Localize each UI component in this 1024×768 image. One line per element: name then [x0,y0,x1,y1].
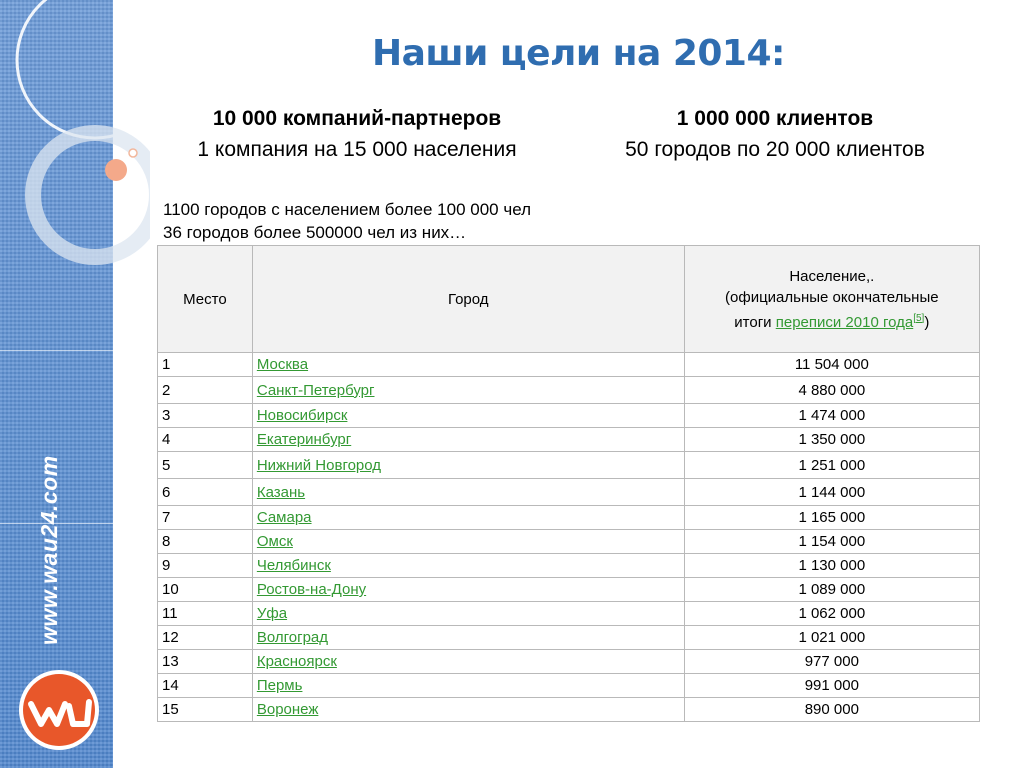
cell-place: 8 [158,530,253,554]
goal-partners-headline: 10 000 компаний-партнеров [212,107,502,130]
cell-city [252,650,684,674]
cell-city [252,578,684,602]
city-link[interactable]: Челябинск [256,557,331,574]
cell-population: 1 130 000 [684,554,979,578]
city-link[interactable]: Ростов-на-Дону [256,581,367,598]
cell-place: 11 [158,602,253,626]
header-population-prefix: итоги [734,313,776,331]
city-link[interactable]: Волгоград [256,629,329,646]
cell-place: 12 [158,626,253,650]
header-population-line2: (официальные окончательные [725,288,939,306]
orange-dot [105,159,127,181]
info-line-2: 36 городов более 500000 чел из них… [163,223,467,242]
table-row [158,602,980,626]
cell-population: 4 880 000 [684,377,979,404]
header-population-line3 [689,308,975,333]
cell-place: 3 [158,404,253,428]
city-link[interactable]: Самара [256,509,312,526]
goal-clients [590,103,960,165]
header-city: Город [252,246,684,353]
cell-place: 10 [158,578,253,602]
cell-city [252,479,684,506]
cell-population: 1 165 000 [684,506,979,530]
header-population-line1: Население,. [789,267,875,285]
cell-city [252,506,684,530]
table-row [158,452,980,479]
goal-partners-detail: 1 компания на 15 000 населения [197,138,517,161]
cities-table [157,245,980,722]
city-link[interactable]: Красноярск [256,653,337,670]
cell-place: 4 [158,428,253,452]
cell-place: 6 [158,479,253,506]
cell-city [252,377,684,404]
table-row [158,578,980,602]
table-row [158,506,980,530]
cell-population: 991 000 [684,674,979,698]
cell-population: 1 350 000 [684,428,979,452]
cell-place: 15 [158,698,253,722]
table-row [158,428,980,452]
sidebar-website-text: www.wau24.com [36,455,62,645]
cell-population: 1 144 000 [684,479,979,506]
goal-clients-headline: 1 000 000 клиентов [676,107,874,130]
cell-population: 11 504 000 [684,353,979,377]
city-link[interactable]: Омск [256,533,293,550]
table-row [158,674,980,698]
cell-city [252,602,684,626]
cell-city [252,698,684,722]
cell-city [252,626,684,650]
city-link[interactable]: Екатеринбург [256,431,352,448]
cell-city [252,674,684,698]
cell-population: 1 089 000 [684,578,979,602]
goal-partners [162,103,552,165]
header-population-close: ) [924,313,930,331]
cell-place: 5 [158,452,253,479]
cell-population: 1 474 000 [684,404,979,428]
cell-city [252,404,684,428]
page-title: Наши цели на 2014: [372,33,785,74]
city-link[interactable]: Пермь [256,677,303,694]
cell-city [252,428,684,452]
info-line-1: 1100 городов с населением более 100 000 чел [163,200,532,219]
header-population [684,246,979,353]
cell-place: 9 [158,554,253,578]
city-link[interactable]: Санкт-Петербург [256,381,375,399]
city-link[interactable]: Уфа [256,605,288,622]
city-stats-info [163,198,531,244]
decorative-rings [0,0,150,320]
reference-link[interactable]: [5] [913,312,925,324]
cell-place: 7 [158,506,253,530]
cell-city [252,530,684,554]
cell-population: 1 154 000 [684,530,979,554]
cell-population: 1 062 000 [684,602,979,626]
cell-city [252,353,684,377]
cell-population: 977 000 [684,650,979,674]
table-row [158,650,980,674]
city-link[interactable]: Москва [256,356,309,373]
wau-logo [17,668,101,752]
table-row [158,530,980,554]
table-row [158,698,980,722]
header-place: Место [158,246,253,353]
city-link[interactable]: Новосибирск [256,407,348,424]
cell-population: 1 251 000 [684,452,979,479]
table-row [158,554,980,578]
ring-large [17,0,150,138]
cell-city [252,554,684,578]
cell-population: 890 000 [684,698,979,722]
city-link[interactable]: Воронеж [256,701,319,718]
cell-population: 1 021 000 [684,626,979,650]
city-link[interactable]: Нижний Новгород [256,456,382,474]
sidebar-divider [0,350,113,351]
city-link[interactable]: Казань [256,483,306,501]
census-link[interactable]: переписи 2010 года [775,313,914,331]
cell-place: 14 [158,674,253,698]
table-header-row [158,246,980,353]
table-row [158,404,980,428]
goal-clients-detail: 50 городов по 20 000 клиентов [625,138,925,161]
cell-place: 2 [158,377,253,404]
table-row [158,479,980,506]
table-row [158,377,980,404]
cell-place: 13 [158,650,253,674]
cell-city [252,452,684,479]
table-row [158,626,980,650]
cell-place: 1 [158,353,253,377]
small-dot [129,149,137,157]
table-row [158,353,980,377]
